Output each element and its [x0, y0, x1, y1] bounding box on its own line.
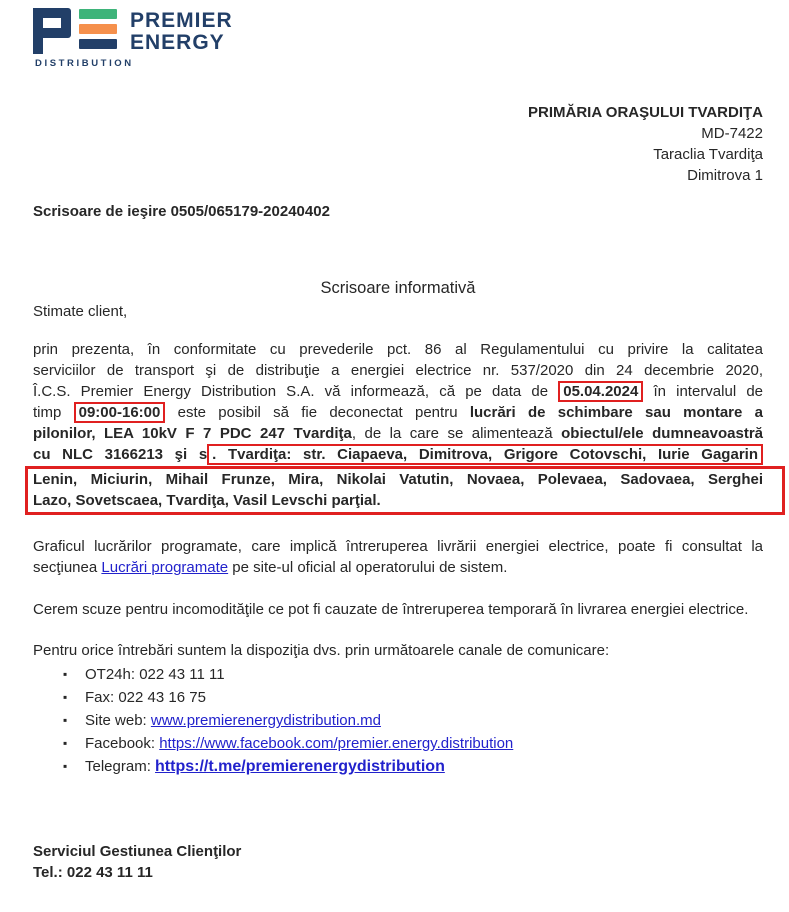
channels-list — [33, 663, 763, 778]
paragraph-line — [33, 444, 763, 465]
recipient-postal-code: MD-7422 — [701, 125, 763, 142]
recipient-location: Taraclia Tvardiţa — [653, 146, 763, 163]
text-segment: în intervalul de — [643, 383, 763, 400]
channel-label: Fax: 022 43 16 75 — [85, 689, 206, 706]
facebook-link[interactable]: https://www.facebook.com/premier.energy.distribution — [159, 735, 514, 752]
logo-p-stem — [33, 8, 43, 54]
logo-bar-orange — [79, 24, 117, 34]
logo-mark — [33, 8, 273, 54]
channel-label: OT24h: 022 43 11 11 — [85, 666, 225, 683]
highlighted-date: 05.04.2024 — [558, 381, 643, 402]
body-paragraph-main — [33, 339, 763, 515]
text-segment: Graficul lucrărilor programate, care implică întreruperea livrării energiei electrice, poate fi consultat la secţiunea — [33, 538, 763, 576]
nlc-code: cu NLC 3166213 şi s — [33, 446, 208, 463]
scheduled-works-link[interactable]: Lucrări programate — [101, 559, 229, 576]
logo-distribution-label: DISTRIBUTION — [35, 58, 134, 69]
channel-item-telegram — [33, 755, 763, 778]
paragraph-line — [33, 402, 763, 423]
streets-line: Lazo, Sovetscaea, Tvardiţa, Vasil Levschi parţial. — [33, 492, 381, 509]
highlighted-time-interval: 09:00-16:00 — [74, 402, 166, 423]
telegram-link[interactable]: https://t.me/premierenergydistribution — [155, 758, 445, 775]
channels-intro: Pentru orice întrebări suntem la dispoziţia dvs. prin următoarele canale de comunicare: — [33, 642, 610, 659]
channel-label: Site web: — [85, 712, 151, 729]
logo-e-bars-icon — [79, 8, 117, 54]
logo-p-icon — [33, 8, 73, 54]
letter-title: Scrisoare informativă — [320, 279, 476, 297]
channel-item-ot24h — [33, 663, 763, 686]
channel-item-fax — [33, 686, 763, 709]
body-paragraph-apology: Cerem scuze pentru incomodităţile ce pot fi cauzate de întreruperea temporară în livrarea energiei electrice. — [33, 601, 749, 618]
text-segment: pe site-ul oficial al operatorului de sistem. — [228, 559, 508, 576]
website-link[interactable]: www.premierenergydistribution.md — [150, 712, 381, 729]
logo-bar-navy — [79, 39, 117, 49]
text-segment: este posibil să fie deconectat pentru — [165, 404, 470, 421]
highlighted-streets-line1: . Tvardiţa: str. Ciapaeva, Dimitrova, Grigore Cotovschi, Iurie Gagarin — [207, 444, 763, 465]
salutation: Stimate client, — [33, 303, 128, 320]
logo-wordmark — [130, 8, 233, 54]
premier-energy-logo — [33, 8, 273, 69]
highlighted-streets-box — [25, 466, 785, 515]
paragraph-line: prin prezenta, în conformitate cu prevederile pct. 86 al Regulamentului cu privire la calitatea — [33, 341, 763, 358]
channel-label: Telegram: — [85, 758, 156, 775]
text-segment: timp — [33, 404, 74, 421]
channel-item-facebook — [33, 732, 763, 755]
logo-bar-green — [79, 9, 117, 19]
recipient-name: PRIMĂRIA ORAŞULUI TVARDIŢA — [528, 104, 763, 121]
body-paragraph-schedule — [33, 536, 763, 578]
letter-reference: Scrisoare de ieşire 0505/065179-20240402 — [33, 203, 330, 220]
recipient-street: Dimitrova 1 — [687, 167, 763, 184]
paragraph-line — [33, 423, 763, 444]
logo-brand-line1: PREMIER — [130, 9, 233, 32]
text-segment: , de la care se alimentează — [351, 425, 562, 442]
works-description: lucrări de schimbare sau montare a — [469, 404, 763, 421]
letter-footer — [33, 841, 763, 883]
channel-label: Facebook: — [85, 735, 160, 752]
paragraph-line: serviciilor de transport şi de distribuţie a energiei electrice nr. 537/2020 din 24 decembrie 2020, — [33, 362, 763, 379]
feeder-description: pilonilor, LEA 10kV F 7 PDC 247 Tvardiţa — [33, 425, 352, 442]
object-description: obiectul/ele dumneavoastră — [561, 425, 763, 442]
recipient-block — [33, 102, 763, 186]
paragraph-line — [33, 381, 763, 402]
text-segment: Î.C.S. Premier Energy Distribution S.A. vă informează, că pe data de — [33, 383, 559, 400]
footer-phone: Tel.: 022 43 11 11 — [33, 864, 153, 881]
streets-line: Lenin, Miciurin, Mihail Frunze, Mira, Nikolai Vatutin, Novaea, Polevaea, Sadovaea, Serghei — [33, 471, 763, 488]
logo-brand-line2: ENERGY — [130, 31, 225, 54]
footer-department: Serviciul Gestiunea Clienţilor — [33, 843, 242, 860]
channel-item-website — [33, 709, 763, 732]
